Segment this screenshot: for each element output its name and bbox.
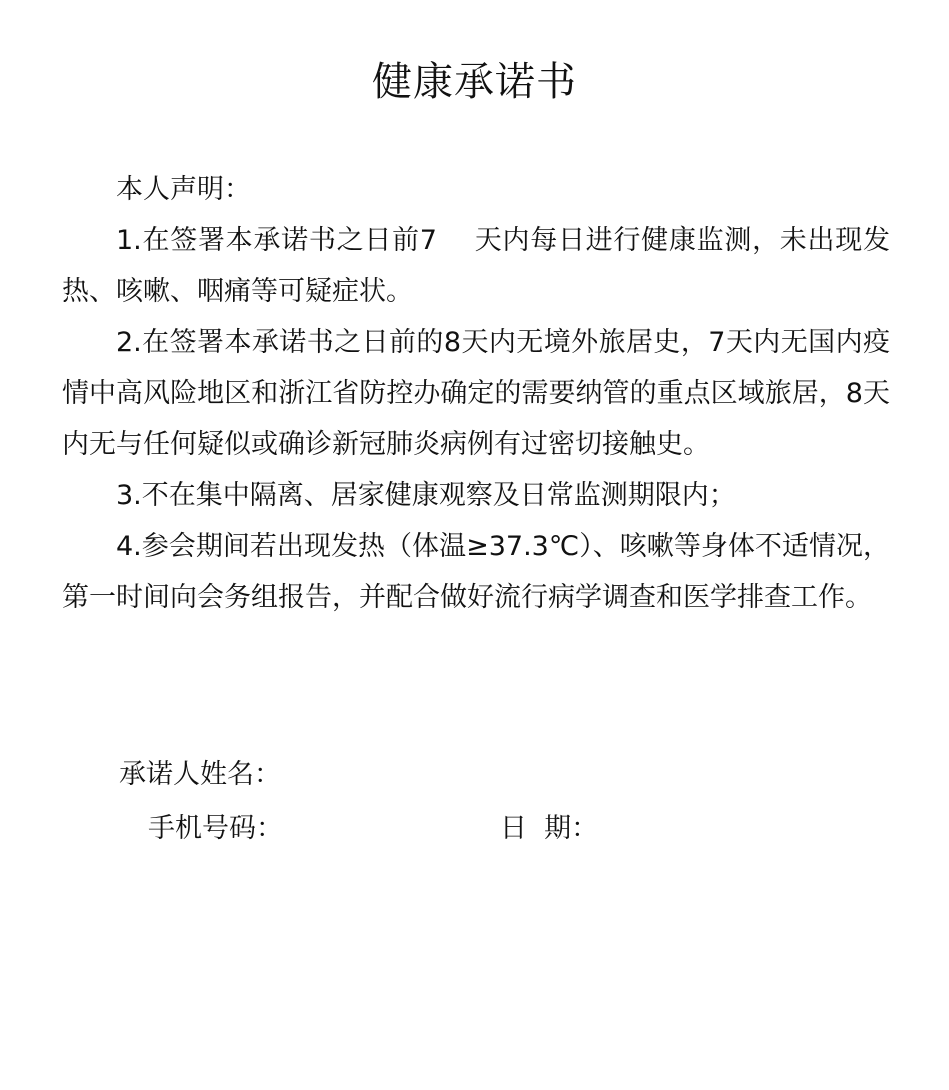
signer-name-label: 承诺人姓名： — [119, 759, 281, 790]
date-label: 日 期： — [500, 813, 599, 844]
phone-number-label: 手机号码： — [148, 813, 283, 844]
declaration-heading: 本人声明： — [116, 174, 251, 205]
document-body — [62, 164, 890, 623]
commitment-item-2: 2.在签署本承诺书之日前的8天内无境外旅居史，7天内无国内疫情中高风险地区和浙江省防控办确定的需要纳管的重点区域旅居，8天内无与任何疑似或确诊新冠肺炎病例有过密切接触史。 — [62, 327, 890, 460]
commitment-item-1: 1.在签署本承诺书之日前7 天内每日进行健康监测，未出现发热、咳嗽、咽痛等可疑症状。 — [62, 225, 890, 307]
document-title: 健康承诺书 — [372, 59, 577, 105]
commitment-item-4: 4.参会期间若出现发热（体温≥37.3℃）、咳嗽等身体不适情况，第一时间向会务组报告，并配合做好流行病学调查和医学排查工作。 — [62, 531, 890, 613]
commitment-item-3: 3.不在集中隔离、居家健康观察及日常监测期限内； — [116, 480, 736, 511]
